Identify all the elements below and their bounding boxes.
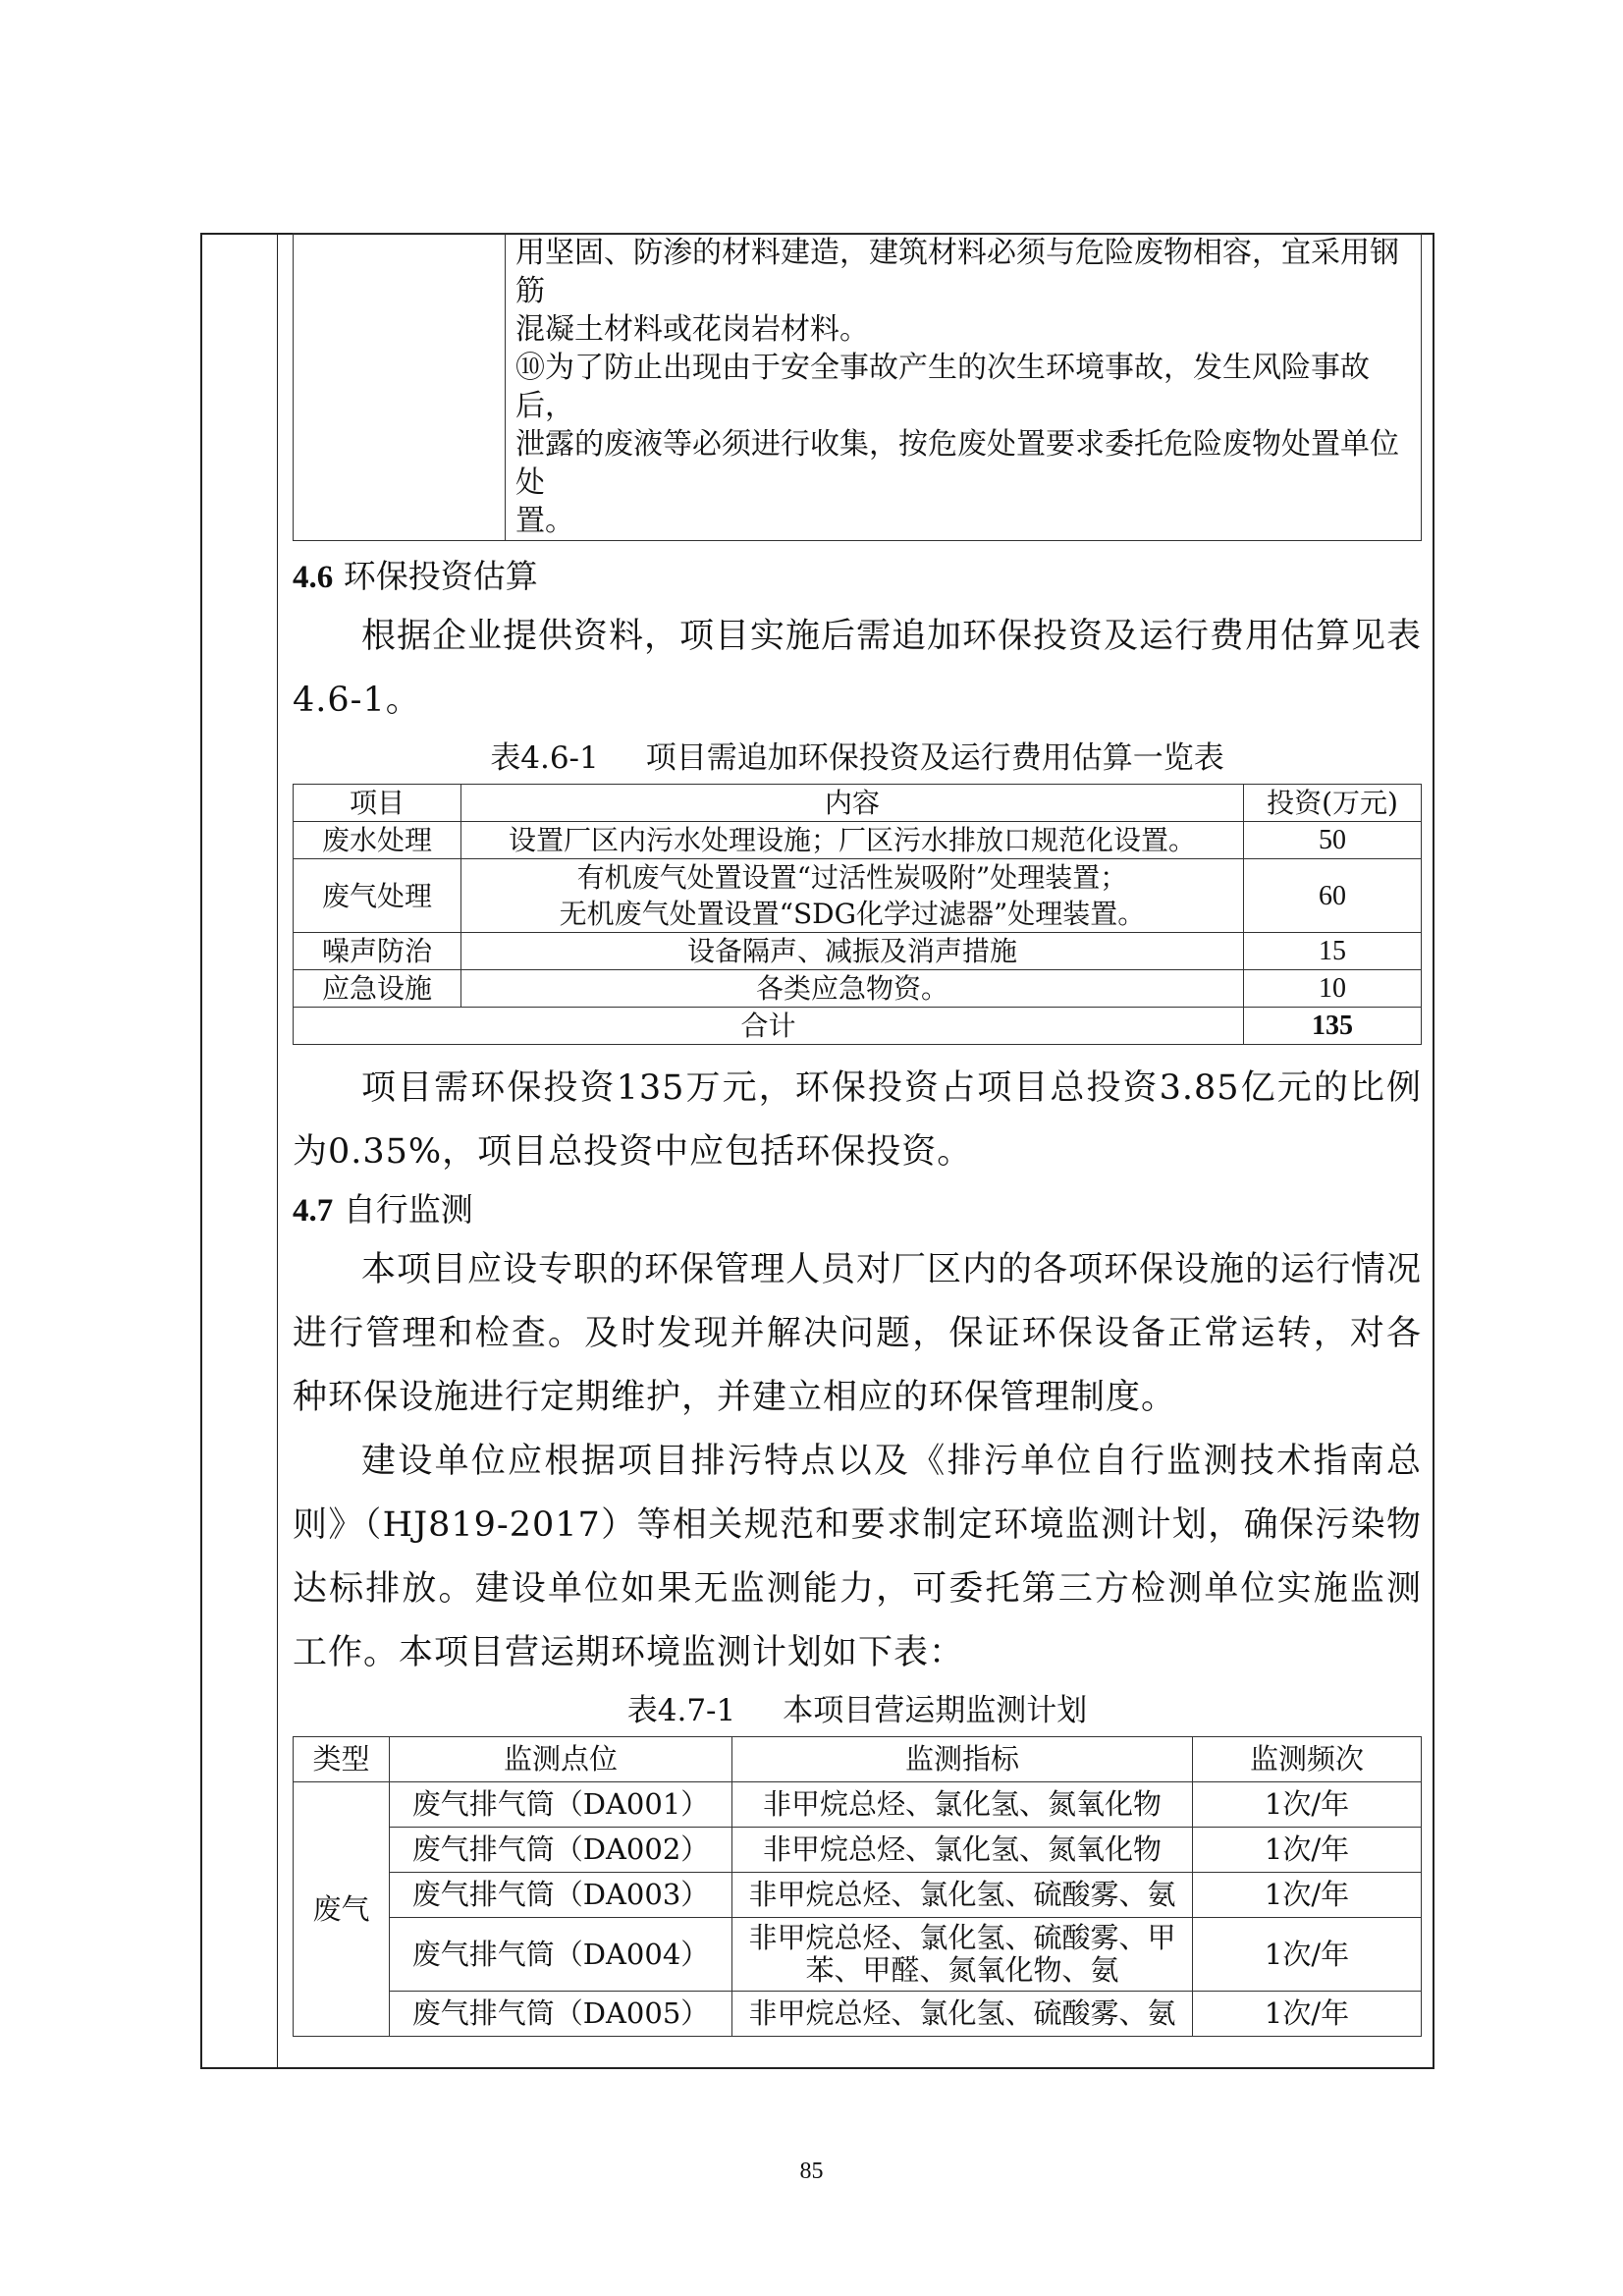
total-value: 135 [1244, 1008, 1422, 1045]
section-4-6-intro: 根据企业提供资料，项目实施后需追加环保投资及运行费用估算见表4.6-1。 [293, 617, 1423, 720]
continued-line: 混凝土材料或花岗岩材料。 [515, 312, 869, 347]
freq-cell: 1次/年 [1193, 1782, 1422, 1828]
value-cell: 50 [1244, 822, 1422, 859]
freq-cell: 1次/年 [1193, 1828, 1422, 1873]
continued-line: ⑩为了防止出现由于安全事故产生的次生环境事故，发生风险事故后， [515, 351, 1370, 423]
header-cell: 监测指标 [732, 1737, 1193, 1782]
point-cell: 废气排气筒（DA005） [390, 1992, 732, 2037]
section-4-7-para-1: 本项目应设专职的环保管理人员对厂区内的各项环保设施的运行情况进行管理和检查。及时发现并解决问题，保证环保设备正常运转，对各种环保设施进行定期维护，并建立相应的环保管理制度。 [293, 1250, 1423, 1417]
content-cell: 设置厂区内污水处理设施；厂区污水排放口规范化设置。 [461, 822, 1244, 859]
content-line: 有机废气处置设置“过活性炭吸附”处理装置； [576, 861, 1128, 894]
item-cell: 噪声防治 [294, 933, 461, 970]
content-line: 无机废气处置设置“SDG化学过滤器”处理装置。 [559, 898, 1146, 930]
caption-number: 表4.7-1 [626, 1693, 736, 1728]
index-line: 苯、甲醛、氮氧化物、氨 [805, 1953, 1119, 1987]
table-row [294, 1828, 1422, 1873]
table-header-row [294, 785, 1422, 822]
point-cell: 废气排气筒（DA004） [390, 1918, 732, 1992]
monitoring-table [293, 1736, 1422, 2037]
section-4-7-title [293, 1190, 1422, 1230]
table-row [294, 933, 1422, 970]
freq-cell: 1次/年 [1193, 1918, 1422, 1992]
type-cell: 废气 [294, 1782, 390, 2037]
continued-table-text-cell [506, 234, 1422, 541]
freq-cell: 1次/年 [1193, 1873, 1422, 1918]
table-row [294, 1782, 1422, 1828]
continued-line: 泄露的废液等必须进行收集，按危废处置要求委托危险废物处置单位处 [515, 427, 1399, 500]
table-row [294, 1992, 1422, 2037]
caption-text: 本项目营运期监测计划 [783, 1693, 1088, 1728]
continued-line: 用坚固、防渗的材料建造，建筑材料必须与危险废物相容，宜采用钢筋 [515, 236, 1399, 308]
point-cell: 废气排气筒（DA003） [390, 1873, 732, 1918]
item-cell: 废水处理 [294, 822, 461, 859]
point-cell: 废气排气筒（DA001） [390, 1782, 732, 1828]
table-4-7-1-caption [293, 1691, 1422, 1730]
section-4-6-title [293, 557, 1422, 597]
index-line: 非甲烷总烃、氯化氢、硫酸雾、甲 [748, 1921, 1176, 1954]
table-header-row [294, 1737, 1422, 1782]
section-title-text: 环保投资估算 [343, 557, 538, 595]
caption-number: 表4.6-1 [490, 740, 599, 776]
index-cell: 非甲烷总烃、氯化氢、硫酸雾、氨 [732, 1873, 1193, 1918]
index-cell [732, 1918, 1193, 1992]
investment-table [293, 784, 1422, 1045]
continued-line: 置。 [515, 504, 574, 538]
section-number: 4.7 [293, 1193, 334, 1229]
table-row [294, 1918, 1422, 1992]
header-cell: 项目 [294, 785, 461, 822]
continued-table-empty-cell [294, 234, 506, 541]
header-cell: 类型 [294, 1737, 390, 1782]
table-row [294, 859, 1422, 933]
index-cell: 非甲烷总烃、氯化氢、氮氧化物 [732, 1782, 1193, 1828]
section-number: 4.6 [293, 560, 334, 595]
content-cell: 各类应急物资。 [461, 970, 1244, 1008]
content-cell: 设备隔声、减振及消声措施 [461, 933, 1244, 970]
value-cell: 60 [1244, 859, 1422, 933]
value-cell: 10 [1244, 970, 1422, 1008]
table-row [294, 822, 1422, 859]
investment-summary: 项目需环保投资135万元，环保投资占项目总投资3.85亿元的比例为0.35%，项目总投资中应包括环保投资。 [293, 1068, 1422, 1172]
freq-cell: 1次/年 [1193, 1992, 1422, 2037]
item-cell: 应急设施 [294, 970, 461, 1008]
continued-table [293, 233, 1422, 541]
table-row [294, 970, 1422, 1008]
header-cell: 监测频次 [1193, 1737, 1422, 1782]
total-row [294, 1008, 1422, 1045]
content-cell [461, 859, 1244, 933]
page-number: 85 [799, 2159, 824, 2184]
header-cell: 监测点位 [390, 1737, 732, 1782]
point-cell: 废气排气筒（DA002） [390, 1828, 732, 1873]
index-cell: 非甲烷总烃、氯化氢、氮氧化物 [732, 1828, 1193, 1873]
left-column-rule [277, 233, 278, 2069]
section-4-7-para-2: 建设单位应根据项目排污特点以及《排污单位自行监测技术指南总则》（HJ819-2017）等相关规范和要求制定环境监测计划，确保污染物达标排放。建设单位如果无监测能力，可委托第三方检测单位实施监测工作。本项目营运期环境监测计划如下表： [293, 1442, 1422, 1672]
value-cell: 15 [1244, 933, 1422, 970]
caption-text: 项目需追加环保投资及运行费用估算一览表 [645, 740, 1224, 776]
header-cell: 投资(万元) [1244, 785, 1422, 822]
header-cell: 内容 [461, 785, 1244, 822]
item-cell: 废气处理 [294, 859, 461, 933]
section-title-text: 自行监测 [343, 1190, 473, 1229]
index-cell: 非甲烷总烃、氯化氢、硫酸雾、氨 [732, 1992, 1193, 2037]
table-row [294, 1873, 1422, 1918]
total-label: 合计 [294, 1008, 1244, 1045]
table-4-6-1-caption [293, 738, 1422, 778]
page-content [293, 233, 1422, 2037]
